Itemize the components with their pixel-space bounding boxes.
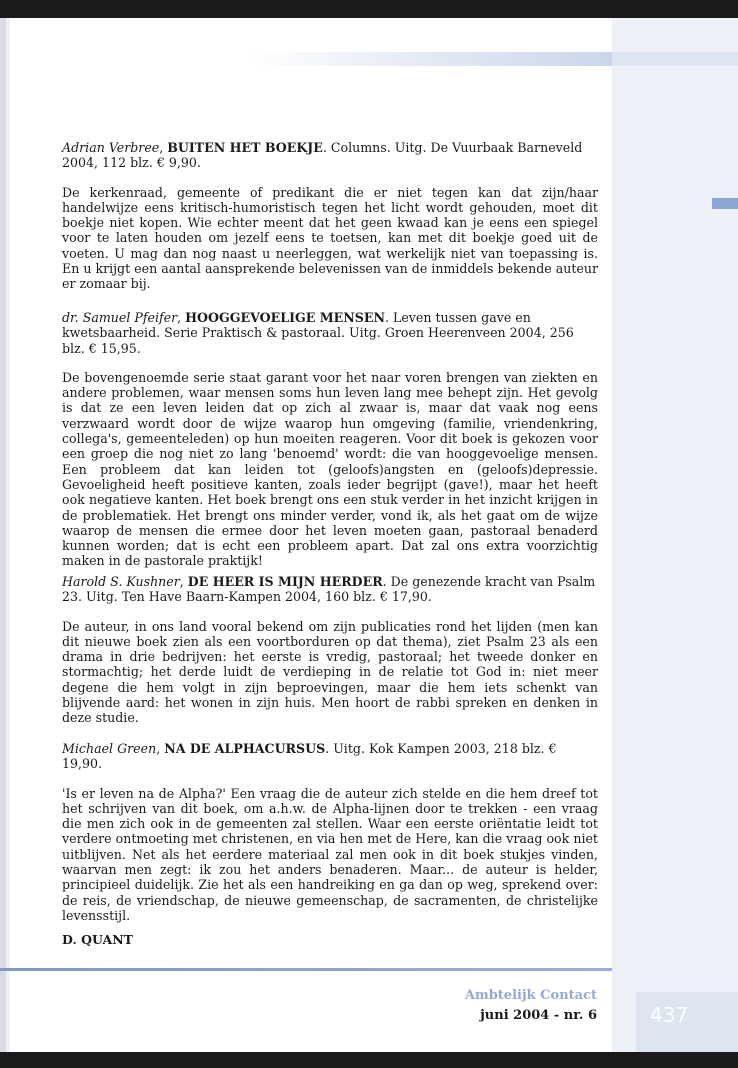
review-author: Harold S. Kushner: [62, 574, 180, 589]
review-citation: Adrian Verbree, BUITEN HET BOEKJE. Columns. Uitg. De Vuurbaak Barneveld 2004, 112 blz. € 9,90.: [62, 140, 583, 171]
scan-top-edge: [0, 0, 738, 18]
review-1: [62, 140, 598, 292]
book-details: . Leven tussen gave en kwetsbaarheid. Serie Praktisch & pastoraal. Uitg. Groen Heerenveen 2004, 256 blz. € 15,95.: [62, 310, 574, 356]
book-title: NA DE ALPHACURSUS: [164, 741, 326, 756]
review-text: De bovengenoemde serie staat garant voor het naar voren brengen van ziekten en andere problemen, waar mensen soms hun leven lang mee behept zijn. Het gevolg is dat ze een leven leiden dat op zich al zwaar is, maar dat vaak nog eens verzwaard wordt door de wijze waarop hun omgeving (familie, vriendenkring, collega's, gemeenteleden) op hun moeiten reageren. Voor dit boek is gekozen voor een groep die nog niet zo lang 'benoemd' wordt: die van hooggevoelige mensen. Een probleem dat kan leiden tot (geloofs)angsten en (geloofs)depressie. Gevoeligheid heeft positieve kanten, zoals ieder begrijpt (gave!), maar het heeft ook negatieve kanten. Het boek brengt ons een stuk verder in het inzicht krijgen in de problematiek. Het brengt ons minder verder, vond ik, als het gaat om de wijze waarop de mensen die ermee door het leven moeten gaan, pastoraal benaderd kunnen worden; dat is echt een probleem apart. Dat zal ons extra voorzichtig maken in de pastorale praktijk!: [62, 369, 598, 569]
review-author: dr. Samuel Pfeifer: [62, 310, 178, 325]
scan-bottom-edge: [0, 1052, 738, 1068]
header-band-margin: [612, 52, 738, 66]
review-text: De kerkenraad, gemeente of predikant die er niet tegen kan dat zijn/haar handelwijze eens kritisch-humoristisch tegen het licht wordt gehouden, moet dit boekje niet kopen. Wie echter meent dat het geen kwaad kan je eens een spiegel voor te laten houden om jezelf eens te toetsen, kan met dit boekje goed uit de voeten. U mag dan nog naast u neerleggen, wat werkelijk niet van toepassing is. En u krijgt een aantal aansprekende belevenissen van de inmiddels bekende auteur er zomaar bij.: [62, 184, 598, 292]
header-band: [250, 52, 612, 66]
review-text: De auteur, in ons land vooral bekend om zijn publicaties rond het lijden (men kan dit nieuwe boek zien als een voortborduren op dat thema), ziet Psalm 23 als een drama in drie bedrijven: het eerste is vredig, pastoraal; het tweede donker en stormachtig; het derde luidt de verdieping in de relatie tot God in: niet meer degene die hem volgt in zijn beproevingen, maar die hem iets schenkt van blijvende aard: het wonen in zijn huis. Men hoort de rabbi spreken en denken in deze studie.: [62, 618, 598, 726]
book-details: . Columns. Uitg. De Vuurbaak Barneveld 2004, 112 blz. € 9,90.: [62, 140, 583, 171]
issue-info: juni 2004 - nr. 6: [480, 1008, 597, 1023]
page-binding-shadow: [6, 18, 10, 1052]
review-citation: Harold S. Kushner, DE HEER IS MIJN HERDER. De genezende kracht van Psalm 23. Uitg. Ten Have Baarn-Kampen 2004, 160 blz. € 17,90.: [62, 574, 596, 605]
margin-column: [612, 18, 738, 1052]
book-details: . Uitg. Kok Kampen 2003, 218 blz. € 19,90.: [62, 741, 557, 772]
reviewer-signature: D. QUANT: [62, 932, 133, 947]
review-citation: Michael Green, NA DE ALPHACURSUS. Uitg. Kok Kampen 2003, 218 blz. € 19,90.: [62, 741, 557, 772]
review-2: [62, 310, 598, 569]
review-citation: dr. Samuel Pfeifer, HOOGGEVOELIGE MENSEN. Leven tussen gave en kwetsbaarheid. Serie Praktisch & pastoraal. Uitg. Groen Heerenveen 2004, 256 blz. € 15,95.: [62, 310, 574, 356]
review-4: [62, 741, 598, 923]
book-title: BUITEN HET BOEKJE: [167, 140, 323, 155]
section-tab-marker: [712, 198, 738, 209]
review-text: 'Is er leven na de Alpha?' Een vraag die de auteur zich stelde en die hem dreef tot het schrijven van dit boek, om a.h.w. de Alpha-lijnen door te trekken - een vraag die men zich ook in de gemeenten zal stellen. Waar een eerste oriëntatie leidt tot verdere ontmoeting met christenen, en via hen met de Here, kan die vraag ook niet uitblijven. Net als het eerdere materiaal zal men ook in dit boek stukjes vinden, waarvan men zegt: ik zou het anders benaderen. Maar... de auteur is helder, principieel duidelijk. Zie het als een handreiking en ga dan op weg, sprekend over: de reis, de vriendschap, de nieuwe gemeenschap, de sacramenten, de christelijke levensstijl.: [62, 785, 598, 923]
footer-rule: [0, 968, 612, 971]
review-author: Adrian Verbree: [62, 140, 160, 155]
review-3: [62, 574, 598, 726]
magazine-name: Ambtelijk Contact: [464, 988, 597, 1003]
book-title: DE HEER IS MIJN HERDER: [187, 574, 383, 589]
book-title: HOOGGEVOELIGE MENSEN: [185, 310, 385, 325]
review-author: Michael Green: [62, 741, 157, 756]
book-details: . De genezende kracht van Psalm 23. Uitg. Ten Have Baarn-Kampen 2004, 160 blz. € 17,90.: [62, 574, 596, 605]
page-number: 437: [650, 1003, 689, 1027]
